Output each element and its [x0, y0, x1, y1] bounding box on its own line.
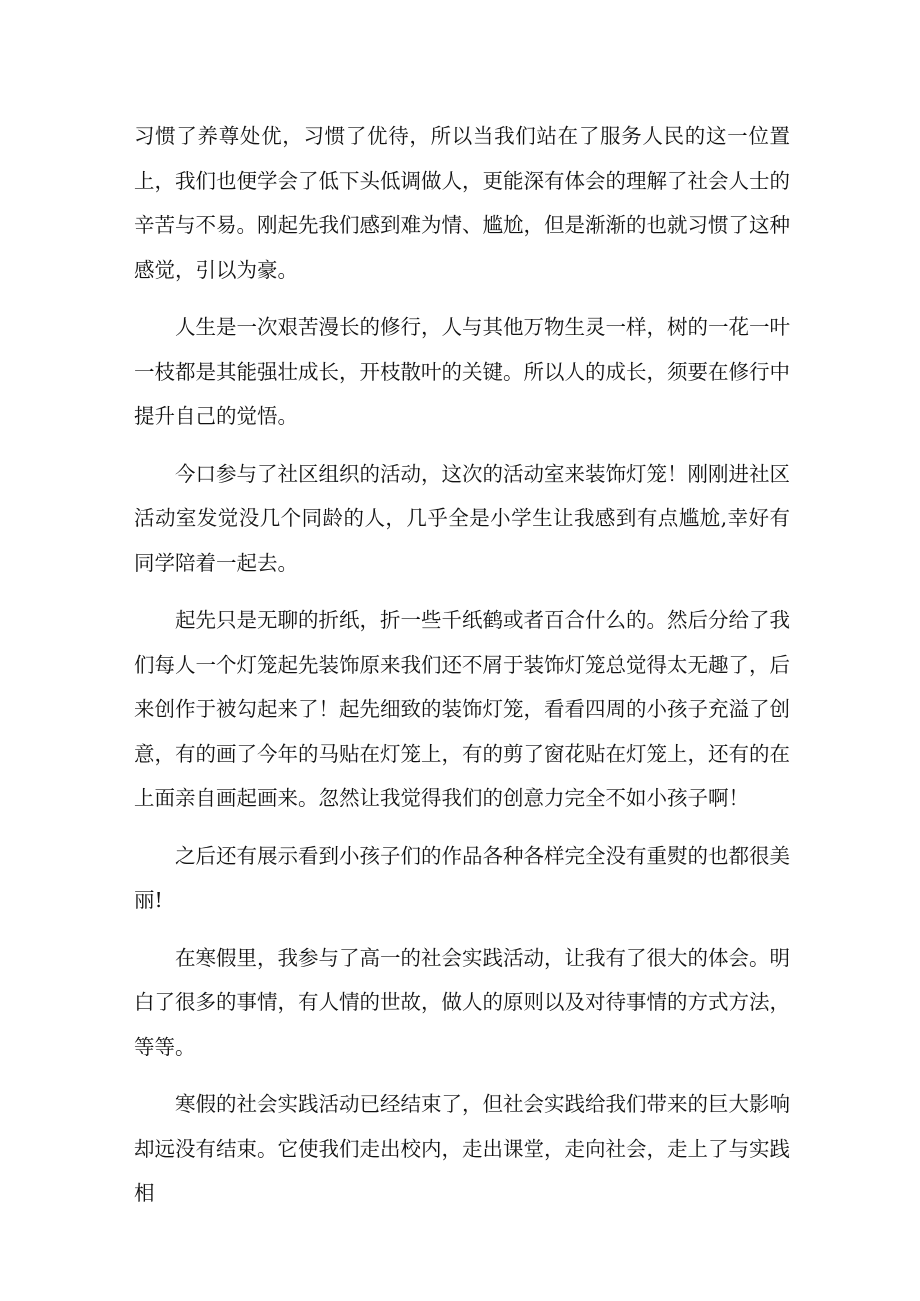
paragraph-4: 起先只是无聊的折纸，折一些千纸鹤或者百合什么的。然后分给了我们每人一个灯笼起先装饰原来我们还不屑于装饰灯笼总觉得太无趣了，后来创作于被勾起来了！起先细致的装饰灯笼，看看四周的小孩子充溢了创意，有的画了今年的马贴在灯笼上，有的剪了窗花贴在灯笼上，还有的在上面亲自画起画来。忽然让我觉得我们的创意力完全不如小孩子啊！: [134, 608, 790, 810]
paragraph-3: 今口参与了社区组织的活动，这次的活动室来装饰灯笼！刚刚进社区活动室发觉没几个同龄的人，几乎全是小学生让我感到有点尴尬,幸好有同学陪着一起去。: [134, 461, 790, 575]
document-body: [134, 114, 790, 1229]
paragraph-5: 之后还有展示看到小孩子们的作品各种各样完全没有重熨的也都很美丽!: [134, 843, 790, 912]
paragraph-7: 寒假的社会实践活动已经结束了，但社会实践给我们带来的巨大影响却远没有结束。它使我们走出校内，走出课堂，走向社会，走上了与实践相: [134, 1092, 790, 1205]
paragraph-2: 人生是一次艰苦漫长的修行，人与其他万物生灵一样，树的一花一叶一枝都是其能强壮成长，开枝散叶的关键。所以人的成长，须要在修行中提升自己的觉悟。: [134, 315, 790, 428]
paragraph-6: 在寒假里，我参与了高一的社会实践活动，让我有了很大的体会。明白了很多的事情，有人情的世故，做人的原则以及对待事情的方式方法，等等。: [134, 945, 790, 1059]
paragraph-1: 习惯了养尊处优，习惯了优待，所以当我们站在了服务人民的这一位置上，我们也便学会了低下头低调做人，更能深有体会的理解了社会人士的辛苦与不易。刚起先我们感到难为情、尴尬，但是渐渐的也就习惯了这种感觉，引以为豪。: [134, 124, 790, 282]
